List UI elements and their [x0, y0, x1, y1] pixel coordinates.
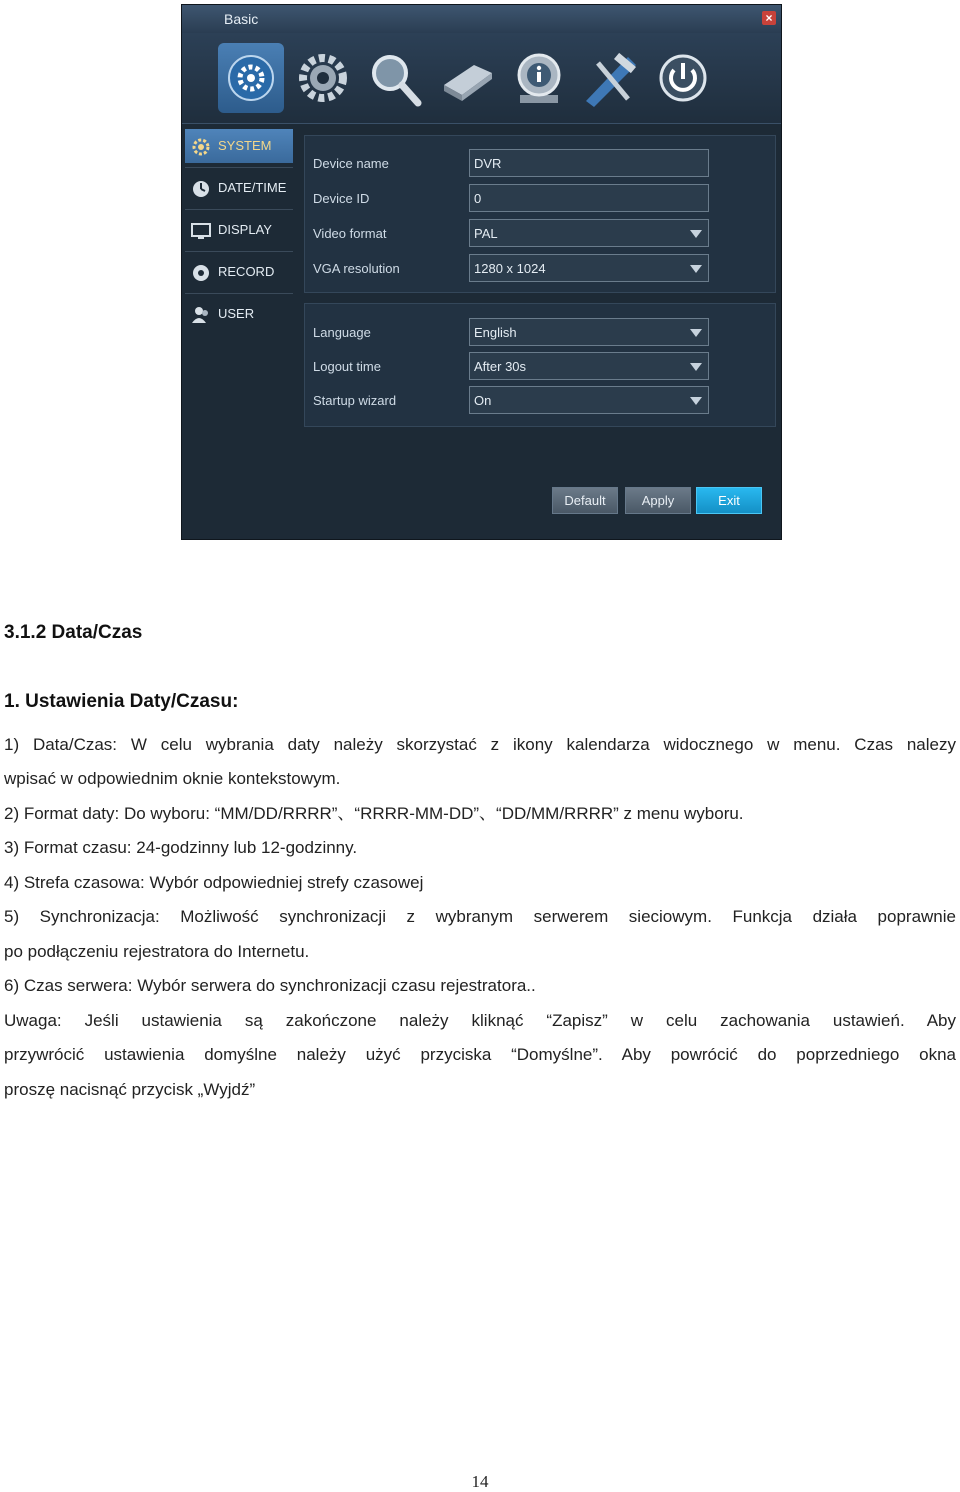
- logout-time-select[interactable]: [469, 352, 709, 380]
- vga-resolution-row: [305, 252, 775, 284]
- paragraph-line: 1) Data/Czas: W celu wybrania daty należy skorzystać z ikony kalendarza widocznego w menu. Czas nalezy: [4, 735, 956, 754]
- paragraph-line: 3) Format czasu: 24-godzinny lub 12-godzinny.: [4, 838, 358, 857]
- clock-icon: [191, 179, 211, 199]
- video-format-select[interactable]: [469, 219, 709, 247]
- paragraph-line: 5) Synchronizacja: Możliwość synchronizacji z wybranym serwerem sieciowym. Funkcja działa poprawnie: [4, 907, 956, 926]
- main-toolbar: [182, 33, 781, 124]
- sidebar-item-user[interactable]: [185, 297, 293, 331]
- paragraph-line: wpisać w odpowiednim oknie kontekstowym.: [4, 769, 341, 788]
- video-format-value: PAL: [474, 226, 498, 241]
- divider: [185, 209, 293, 210]
- search-icon[interactable]: [362, 43, 428, 113]
- user-icon: [191, 305, 211, 325]
- device-id-row: [305, 182, 775, 214]
- logout-time-label: Logout time: [313, 359, 381, 374]
- sidebar-item-label: USER: [218, 306, 255, 321]
- chevron-down-icon: [690, 230, 702, 238]
- chevron-down-icon: [690, 363, 702, 371]
- vga-resolution-value: 1280 x 1024: [474, 261, 546, 276]
- device-name-label: Device name: [313, 156, 389, 171]
- sidebar-item-display[interactable]: [185, 213, 293, 247]
- section-title: 3.1.2 Data/Czas: [4, 622, 143, 643]
- startup-wizard-select[interactable]: [469, 386, 709, 414]
- window-title: Basic: [224, 11, 259, 27]
- paragraph-line: po podłączeniu rejestratora do Internetu.: [4, 942, 310, 961]
- startup-wizard-label: Startup wizard: [313, 393, 397, 408]
- chevron-down-icon: [690, 265, 702, 273]
- settings-sidebar: [185, 127, 293, 527]
- paragraph-line: 4) Strefa czasowa: Wybór odpowiedniej strefy czasowej: [4, 873, 424, 892]
- gear-icon: [191, 137, 211, 157]
- general-settings-group: [304, 303, 776, 427]
- dvr-basic-window: [181, 4, 782, 540]
- divider: [185, 167, 293, 168]
- record-icon: [191, 263, 211, 283]
- info-icon[interactable]: [506, 43, 572, 113]
- power-icon[interactable]: [650, 43, 716, 113]
- sidebar-item-system[interactable]: [185, 129, 293, 163]
- video-format-label: Video format: [313, 226, 387, 241]
- settings-content: [304, 135, 776, 515]
- startup-wizard-row: [305, 384, 775, 416]
- default-button[interactable]: Default: [552, 487, 618, 514]
- divider: [185, 293, 293, 294]
- subsection-title: 1. Ustawienia Daty/Czasu:: [4, 691, 239, 712]
- logout-time-value: After 30s: [474, 359, 527, 374]
- chevron-down-icon: [690, 329, 702, 337]
- window-titlebar: [182, 5, 781, 33]
- divider: [185, 251, 293, 252]
- exit-button[interactable]: Exit: [696, 487, 762, 514]
- device-id-field[interactable]: [469, 184, 709, 212]
- monitor-icon: [191, 221, 211, 241]
- paragraph-line: proszę nacisnąć przycisk „Wyjdź”: [4, 1080, 256, 1099]
- vga-resolution-label: VGA resolution: [313, 261, 400, 276]
- close-icon[interactable]: ×: [762, 11, 776, 25]
- gear-icon[interactable]: [290, 43, 356, 113]
- apply-button[interactable]: Apply: [625, 487, 691, 514]
- sidebar-item-label: DISPLAY: [218, 222, 272, 237]
- device-name-row: [305, 147, 775, 179]
- sidebar-item-record[interactable]: [185, 255, 293, 289]
- device-id-value: 0: [474, 191, 482, 206]
- language-value: English: [474, 325, 517, 340]
- chevron-down-icon: [690, 397, 702, 405]
- device-name-field[interactable]: [469, 149, 709, 177]
- device-id-label: Device ID: [313, 191, 370, 206]
- tools-icon[interactable]: [578, 43, 644, 113]
- logout-time-row: [305, 350, 775, 382]
- device-settings-group: [304, 135, 776, 293]
- paragraph-line: 2) Format daty: Do wyboru: “MM/DD/RRRR”、“RRRR-MM-DD”、“DD/MM/RRRR” z menu wyboru.: [4, 804, 744, 823]
- device-name-value: DVR: [474, 156, 502, 171]
- paragraph-line: Uwaga: Jeśli ustawienia są zakończone należy kliknąć “Zapisz” w celu zachowania ustawień. Aby: [4, 1011, 956, 1030]
- sidebar-item-date-time[interactable]: [185, 171, 293, 205]
- hdd-icon[interactable]: [434, 43, 500, 113]
- system-settings-icon[interactable]: [218, 43, 284, 113]
- sidebar-item-label: SYSTEM: [218, 138, 272, 153]
- sidebar-item-label: DATE/TIME: [218, 180, 287, 195]
- language-select[interactable]: [469, 318, 709, 346]
- video-format-row: [305, 217, 775, 249]
- paragraph-line: przywrócić ustawienia domyślne należy użyć przyciska “Domyślne”. Aby powrócić do poprzedniego okna: [4, 1045, 956, 1064]
- sidebar-item-label: RECORD: [218, 264, 275, 279]
- startup-wizard-value: On: [474, 393, 492, 408]
- language-row: [305, 316, 775, 348]
- page-number: 14: [471, 1472, 489, 1491]
- paragraph-line: 6) Czas serwera: Wybór serwera do synchronizacji czasu rejestratora..: [4, 976, 536, 995]
- vga-resolution-select[interactable]: [469, 254, 709, 282]
- language-label: Language: [313, 325, 371, 340]
